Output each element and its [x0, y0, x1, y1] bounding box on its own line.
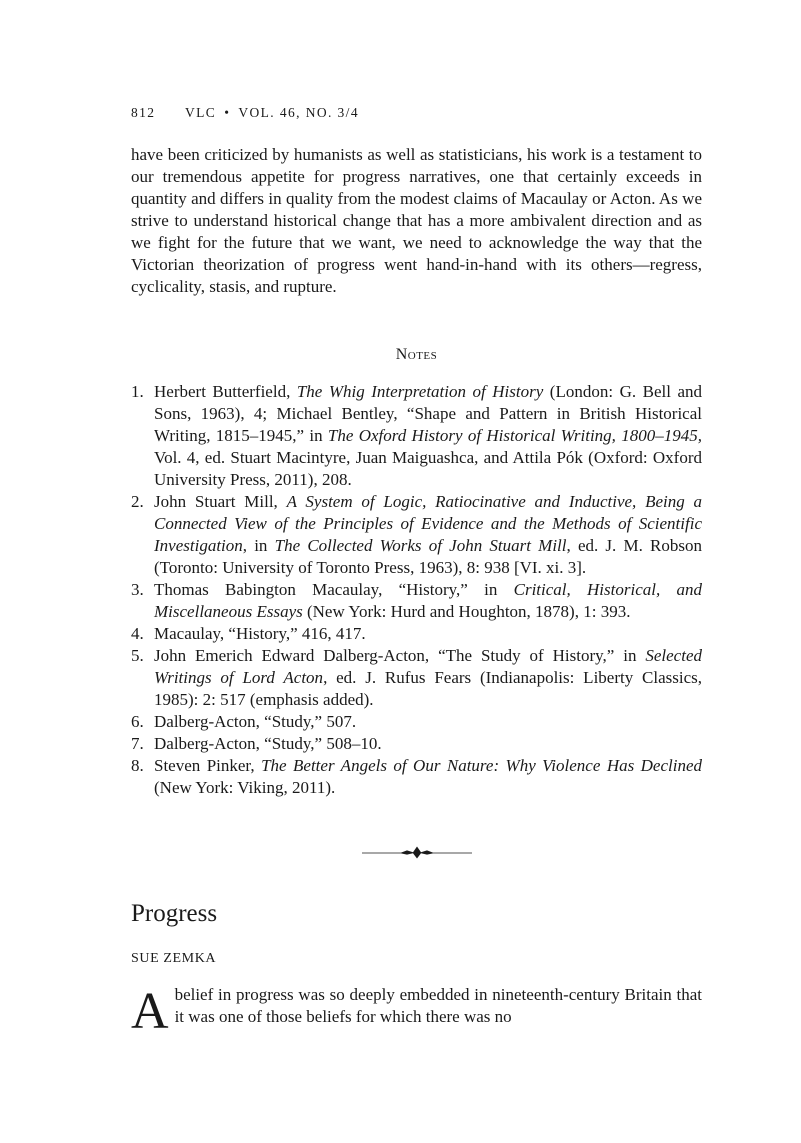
body-paragraph: have been criticized by humanists as well as statisticians, his work is a testament to our tremendous appetite for progress narratives, one that certainly exceeds in quantity and differs in quality from the modest claims of Macaulay or Acton. As we strive to understand historical change that has a more ambivalent direction and as we fight for the future that we want, we need to acknowledge the way that the Victorian theorization of progress went hand-in-hand with its others—regress, cyclicality, stasis, and rupture.: [131, 145, 702, 296]
drop-cap: A: [131, 982, 169, 1040]
note-text: (London: G. Bell and Sons, 1963), 4; Michael Bentley, “Shape and Pattern in British Historical Writing, 1815–1945,” in: [154, 382, 702, 445]
section-divider-ornament-icon: [361, 845, 473, 859]
note-text: Thomas Babington Macaulay, “History,” in: [154, 580, 514, 599]
note-number: 5.: [131, 646, 144, 665]
notes-heading: Notes: [395, 346, 438, 363]
note-number: 2.: [131, 492, 144, 511]
note-number: 4.: [131, 624, 144, 643]
page-number: 812: [131, 105, 156, 120]
note-text: , ed. J. M. Robson (Toronto: University of Toronto Press, 1963), 8: 938 [VI. xi. 3].: [154, 536, 703, 577]
note-text: Steven Pinker,: [154, 756, 262, 775]
page-content: [131, 100, 702, 1045]
note-text: Dalberg-Acton, “Study,” 507.: [154, 712, 357, 731]
note-text: Herbert Butterfield,: [154, 382, 297, 401]
note-text: Macaulay, “History,” 416, 417.: [154, 624, 366, 643]
note-text: John Stuart Mill,: [154, 492, 287, 511]
opening-text: belief in progress was so deeply embedded in nineteenth-century Britain that it was one of those beliefs for which there was no: [174, 984, 702, 1026]
essay-opening-paragraph: [131, 982, 702, 1040]
note-title: The Better Angels of Our Nature: Why Violence Has Declined: [261, 756, 702, 775]
note-5: [131, 645, 702, 711]
note-text: (New York: Hurd and Houghton, 1878), 1: 393.: [302, 602, 631, 621]
bullet-separator: •: [224, 105, 231, 120]
essay-author: SUE ZEMKA: [131, 950, 217, 966]
note-3: [131, 579, 702, 623]
note-1: [131, 381, 702, 491]
note-text: , in: [242, 536, 275, 555]
note-title: Critical, Historical, and Miscellaneous Essays: [154, 580, 702, 621]
note-text: John Emerich Edward Dalberg-Acton, “The Study of History,” in: [154, 646, 646, 665]
volume-info: VOL. 46, NO. 3/4: [238, 105, 359, 120]
running-head: [131, 100, 702, 126]
essay-title: Progress: [131, 900, 218, 927]
note-title: The Whig Interpretation of History: [296, 382, 544, 401]
note-8: [131, 755, 702, 799]
note-2: [131, 491, 702, 579]
note-title: The Collected Works of John Stuart Mill: [274, 536, 567, 555]
notes-list: [131, 381, 702, 799]
journal-abbrev: VLC: [185, 105, 217, 120]
note-number: 1.: [131, 382, 144, 401]
note-title: Selected Writings of Lord Acton: [154, 646, 702, 687]
note-text: Vol. 4, ed. Stuart Macintyre, Juan Maiguashca, and Attila Pók (Oxford: Oxford University Press, 2011), 208.: [154, 448, 702, 489]
note-title: A System of Logic, Ratiocinative and Inductive, Being a Connected View of the Principles of Evidence and the Methods of Scientific Investigation: [154, 492, 702, 555]
note-4: [131, 623, 702, 645]
note-text: (New York: Viking, 2011).: [154, 778, 336, 797]
note-7: [131, 733, 702, 755]
note-number: 3.: [131, 580, 144, 599]
diamond-rule-icon: [361, 845, 473, 859]
note-text: , ed. J. Rufus Fears (Indianapolis: Liberty Classics, 1985): 2: 517 (emphasis added).: [154, 668, 702, 709]
note-number: 6.: [131, 712, 144, 731]
note-text: Dalberg-Acton, “Study,” 508–10.: [154, 734, 382, 753]
note-number: 8.: [131, 756, 144, 775]
note-6: [131, 711, 702, 733]
note-title: The Oxford History of Historical Writing, 1800–1945,: [327, 426, 702, 445]
note-number: 7.: [131, 734, 144, 753]
